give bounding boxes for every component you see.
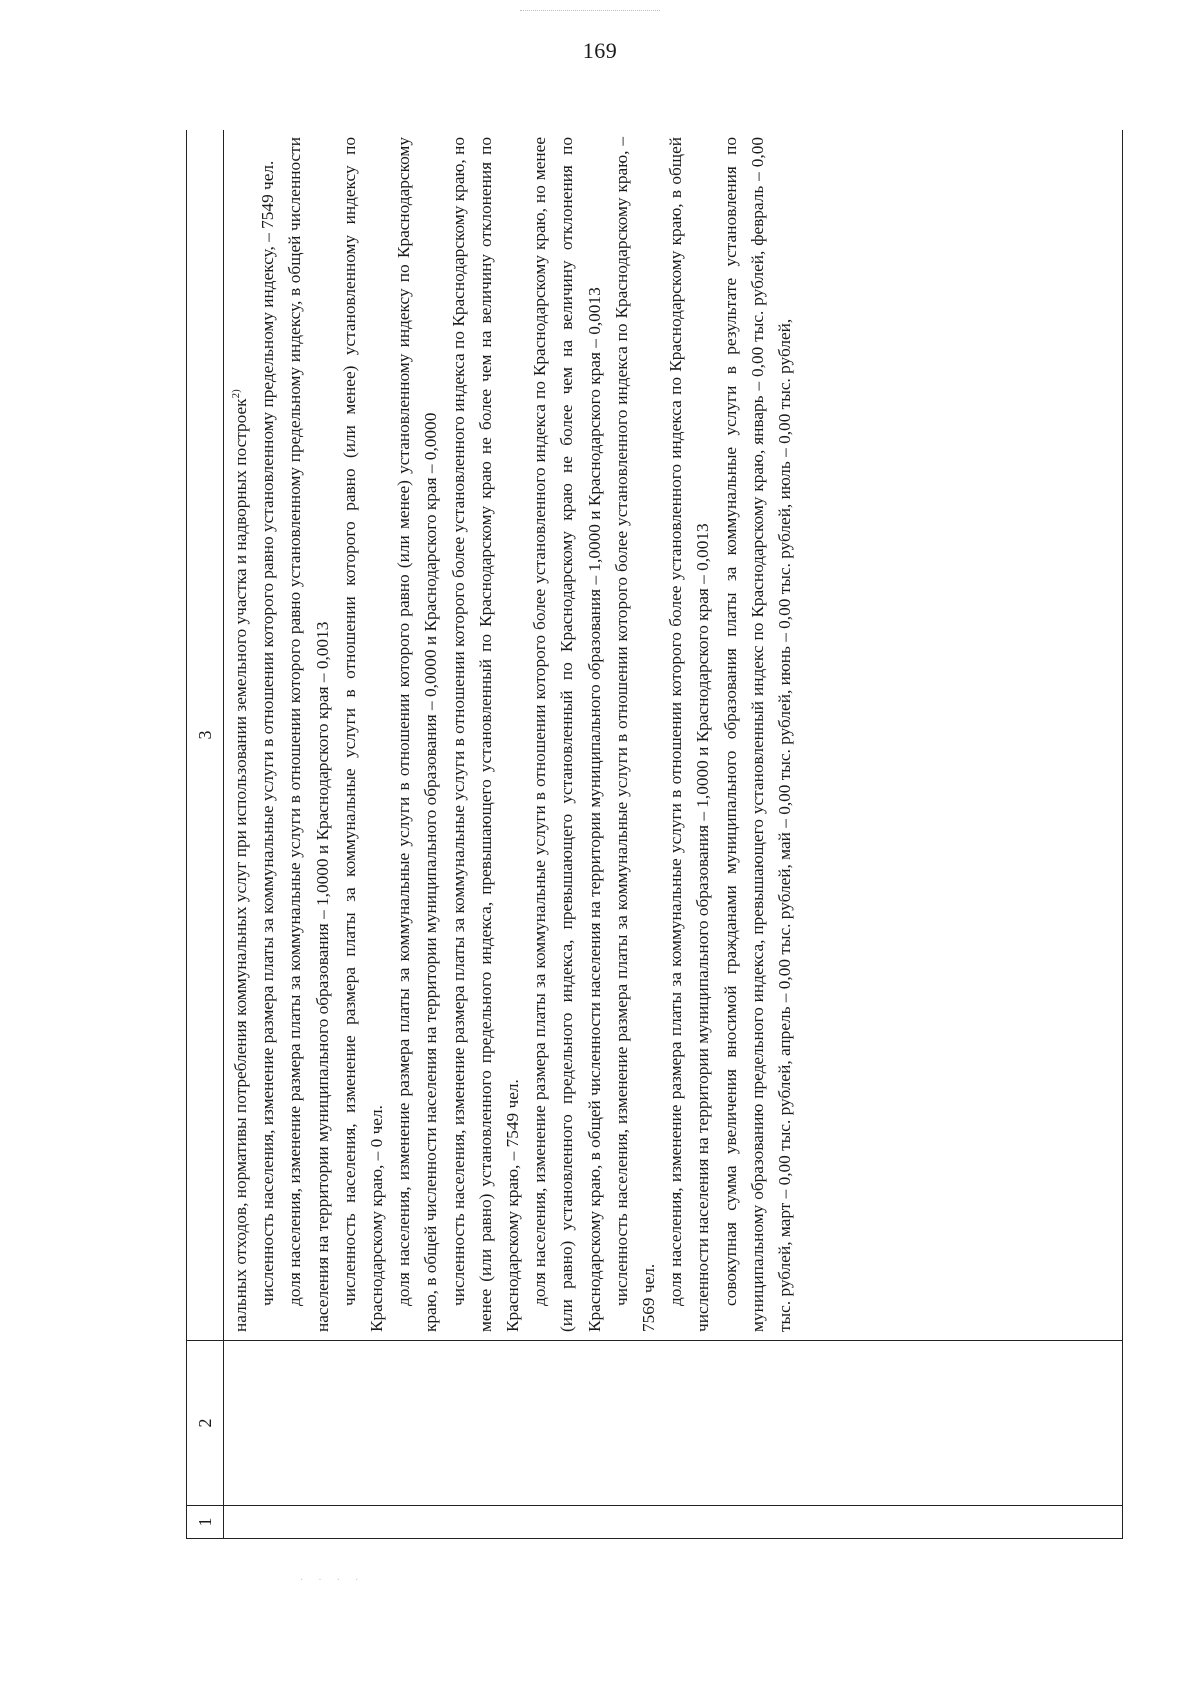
page-number: 169	[582, 38, 618, 63]
paragraph-share-below-regional: доля населения, изменение размера платы за коммунальные услуги в отношении которого равно (или менее) установленному индексу по Краснодарскому краю, в общей численности населения на территории муниципального образования – 0,0000 и Краснодарского края – 0,0000	[394, 137, 441, 1332]
table-header-row	[187, 130, 224, 1539]
paragraph-share-equal-limit: доля населения, изменение размера платы за коммунальные услуги в отношении которого равно установленному предельному индексу, в общей численности населения на территории муниципального образования – 1,0000 и Краснодарского края – 0,0013	[285, 137, 332, 1332]
column-header-3: 3	[187, 130, 224, 1341]
footnote-mark: 2)	[230, 389, 243, 399]
cell-column-3	[224, 130, 1123, 1341]
paragraph-population-within-deviation: численность населения, изменение размера платы за коммунальные услуги в отношении которого более установленного индекса по Краснодарскому краю, но менее (или равно) установленного предельного индекса, превышающего установленный по Краснодарскому краю не более чем на величину отклонения по Краснодарскому краю, – 7549 чел.	[448, 137, 523, 1332]
document-table	[186, 130, 1123, 1539]
scan-artifact: · · · ·	[300, 1575, 365, 1586]
paragraph-share-within-deviation: доля населения, изменение размера платы за коммунальные услуги в отношении которого более установленного индекса по Краснодарскому краю, но менее (или равно) установленного предельного индекса, превышающего установленный по Краснодарскому краю не более чем на величину отклонения по Краснодарскому краю, в общей численности населения на территории муниципального образования – 1,0000 и Краснодарского края – 0,0013	[530, 137, 604, 1332]
column-header-2: 2	[187, 1341, 224, 1506]
continuation-text: нальных отходов, нормативы потребления коммунальных услуг при использовании земельного участка и надворных построек	[231, 398, 250, 1332]
paragraph-population-above-regional: численность населения, изменение размера платы за коммунальные услуги в отношении которого более установленного индекса по Краснодарскому краю, – 7569 чел.	[611, 137, 659, 1332]
rotated-table-frame	[186, 130, 1123, 1539]
scan-artifact	[520, 10, 660, 15]
paragraph-population-equal-limit: численность населения, изменение размера платы за коммунальные услуги в отношении которого равно установленному предельному индексу, – 7549 чел.	[258, 160, 278, 1306]
paragraph-total-payment-increase: совокупная сумма увеличения вносимой гражданами муниципального образования платы за коммунальные услуги в результате установления по муниципальному образованию предельного индекса, превышающего установленный индекс по Краснодарскому краю, январь – 0,00 тыс. рублей, февраль – 0,00 тыс. рублей, март – 0,00 тыс. рублей, апрель – 0,00 тыс. рублей, май – 0,00 тыс. рублей, июнь – 0,00 тыс. рублей, июль – 0,00 тыс. рублей,	[720, 137, 795, 1332]
paragraph-population-below-regional: численность населения, изменение размера платы за коммунальные услуги в отношении которого равно (или менее) установленному индексу по Краснодарскому краю, – 0 чел.	[339, 137, 387, 1332]
table-row	[224, 130, 1123, 1539]
continuation-paragraph	[227, 137, 254, 1332]
column-header-1: 1	[187, 1506, 224, 1539]
rotated-table-content	[186, 130, 1123, 1539]
cell-column-1	[224, 1506, 1123, 1539]
cell-column-2	[224, 1341, 1123, 1506]
paragraph-share-above-regional: доля населения, изменение размера платы за коммунальные услуги в отношении которого более установленного индекса по Краснодарскому краю, в общей численности населения на территории муниципального образования – 1,0000 и Краснодарского края – 0,0013	[666, 137, 713, 1332]
